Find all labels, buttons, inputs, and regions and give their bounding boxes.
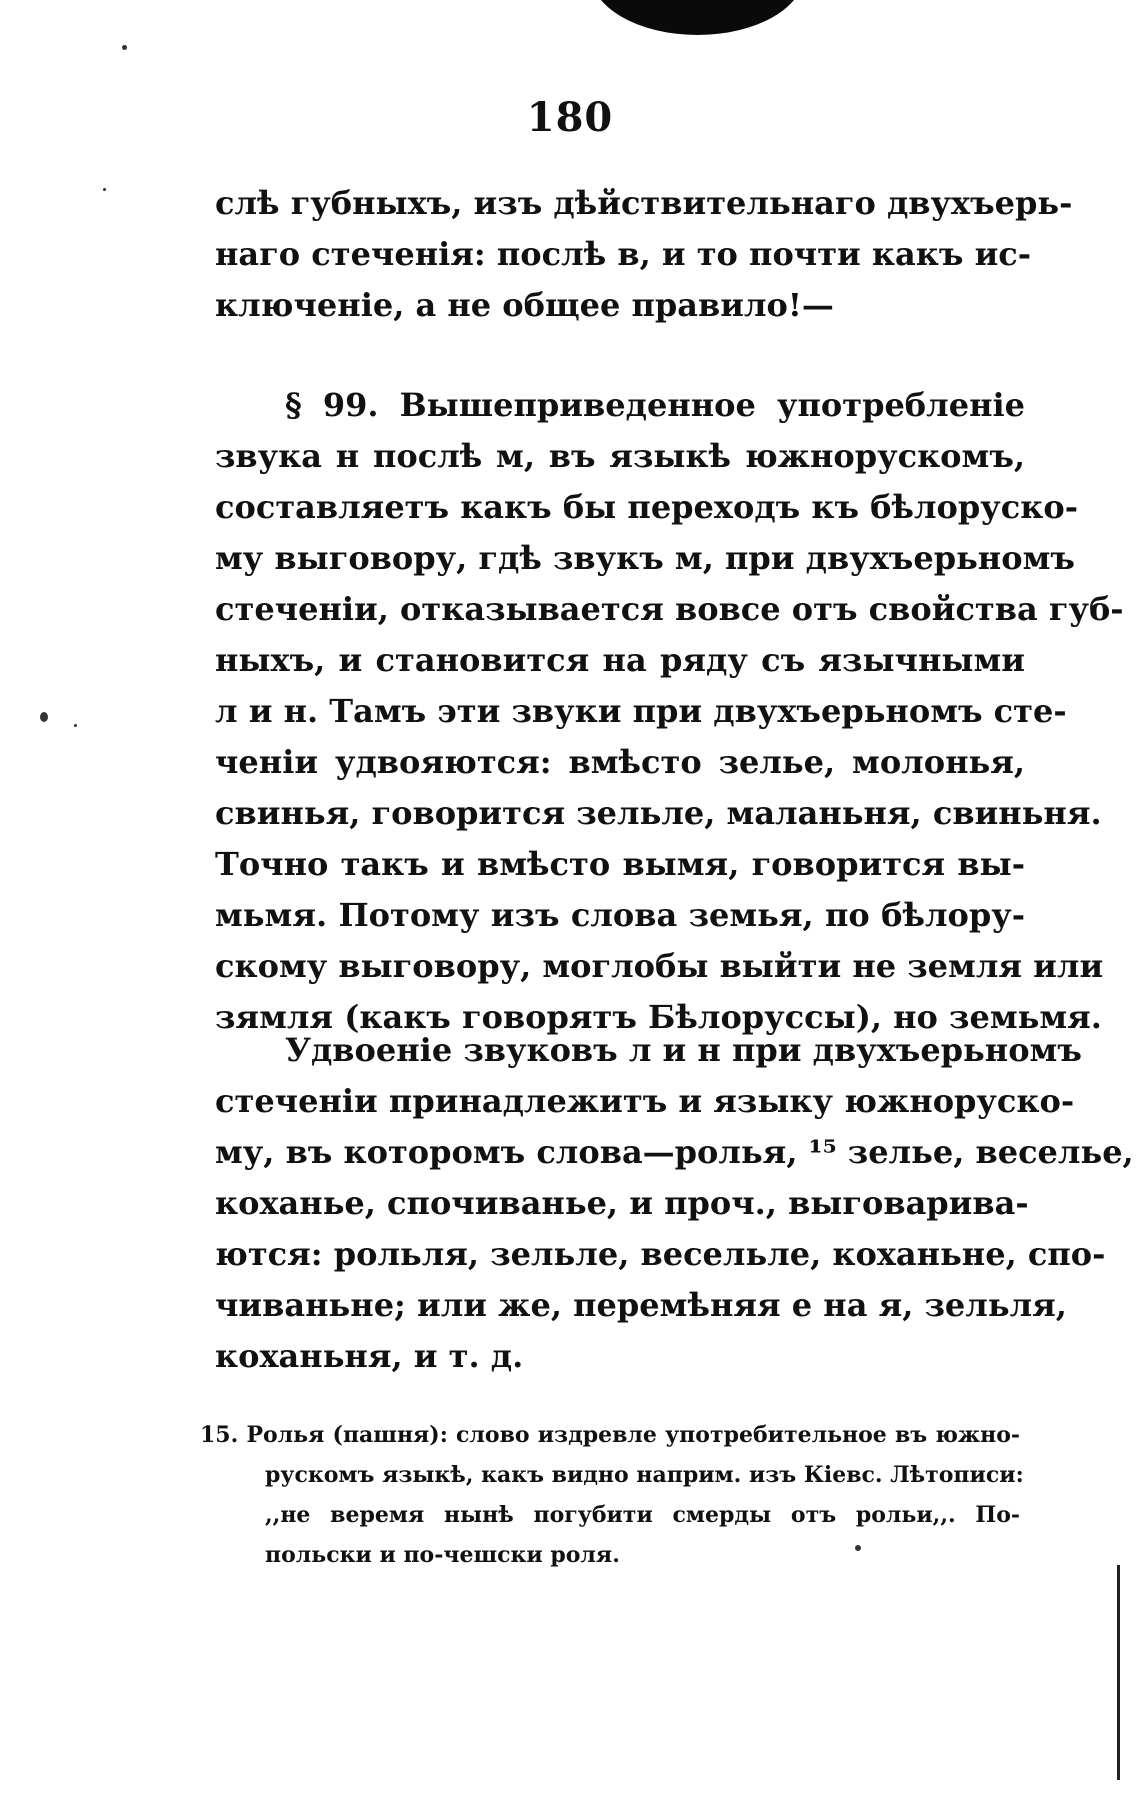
footnote-line: 15. Ролья (пашня): слово издревле употребительное въ южно- (200, 1422, 1020, 1448)
text-line: мьмя. Потому изъ слова земья, по бѣлору- (215, 896, 1025, 934)
text-line: коханьня, и т. д. (215, 1337, 524, 1375)
text-line: л и н. Тамъ эти звуки при двухъерьномъ сте- (215, 692, 1067, 730)
page-edge-line (1117, 1565, 1120, 1780)
text-line: му выговору, гдѣ звукъ м, при двухъерьномъ (215, 539, 1075, 577)
text-line: ченіи удвояются: вмѣсто зелье, молонья, (215, 743, 1025, 781)
text-line: му, въ которомъ слова—ролья, ¹⁵ зелье, веселье, (215, 1133, 1134, 1171)
speck (74, 724, 77, 727)
text-line: звука н послѣ м, въ языкѣ южнорускомъ, (215, 437, 1025, 475)
ink-blot (590, 0, 805, 35)
text-line: составляетъ какъ бы переходъ къ бѣлоруско- (215, 488, 1078, 526)
paragraph-doubling (215, 1025, 1134, 1382)
text-line: чиваньне; или же, перемѣняя е на я, зельля, (215, 1286, 1067, 1324)
footnote (200, 1415, 1024, 1575)
text-line: § 99. Вышеприведенное употребленіе (285, 386, 1025, 424)
text-line: стеченіи принадлежитъ и языку южнорускo- (215, 1082, 1075, 1120)
page-number: 180 (526, 94, 614, 141)
text-line: Точно такъ и вмѣсто вымя, говорится вы- (215, 845, 1025, 883)
footnote-line: ,,не веремя нынѣ погубити смерды отъ рольи,,. По- (265, 1502, 1020, 1528)
text-line: ются: рольля, зельле, весельле, коханьне, спо- (215, 1235, 1106, 1273)
text-line: коханье, спочиванье, и проч., выговарива- (215, 1184, 1029, 1222)
text-line: ключеніе, а не общее правило!— (215, 286, 834, 324)
text-line: ныхъ, и становится на ряду съ язычными (215, 641, 1025, 679)
text-line: наго стеченія: послѣ в, и то почти какъ ис- (215, 235, 1032, 273)
text-line: зямля (какъ говорятъ Бѣлоруссы), но земьмя. (215, 998, 1102, 1036)
speck (103, 188, 106, 191)
text-line: стеченіи, отказывается вовсе отъ свойства губ- (215, 590, 1124, 628)
text-line: свинья, говорится зельле, маланьня, свиньня. (215, 794, 1102, 832)
paragraph-continuation (215, 178, 1073, 331)
speck (122, 45, 127, 50)
footnote-line: польски и по-чешски роля. (265, 1542, 620, 1568)
paragraph-section-99 (215, 380, 1124, 1043)
text-line: Удвоеніе звуковъ л и н при двухъерьномъ (285, 1031, 1082, 1069)
text-line: скому выговору, моглобы выйти не земля или (215, 947, 1104, 985)
footnote-line: рускомъ языкѣ, какъ видно наприм. изъ Кіевс. Лѣтописи: (265, 1462, 1024, 1488)
speck (40, 712, 48, 722)
text-line: слѣ губныхъ, изъ дѣйствительнаго двухъерь- (215, 184, 1073, 222)
